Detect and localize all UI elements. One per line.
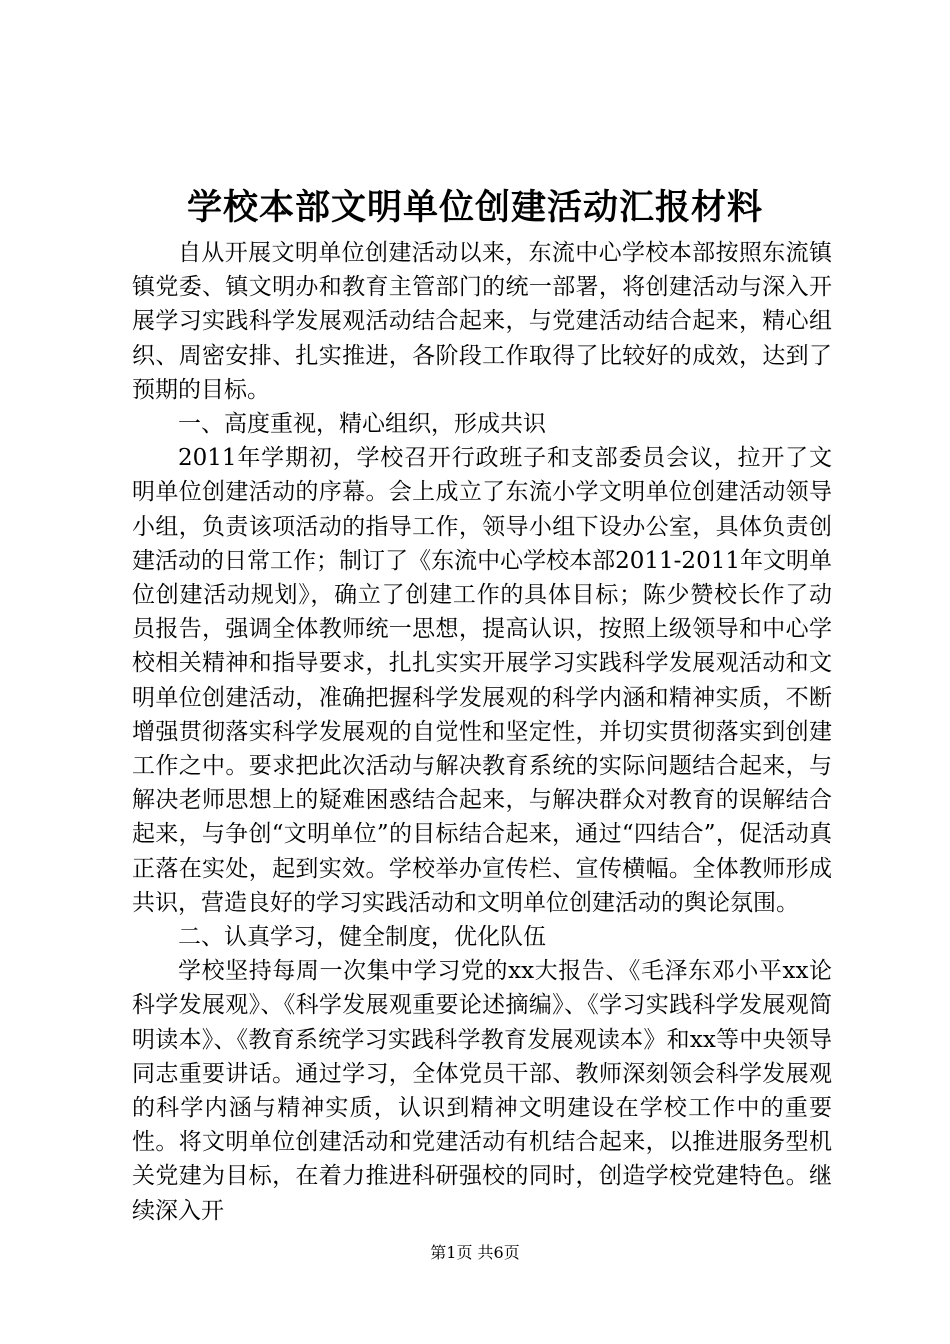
document-title: 学校本部文明单位创建活动汇报材料 <box>186 188 763 228</box>
section-heading: 二、认真学习，健全制度，优化队伍 <box>178 924 546 951</box>
body-paragraph: 2011年学期初，学校召开行政班子和支部委员会议，拉开了文明单位创建活动的序幕。会上成立了东流小学文明单位创建活动领导小组，负责该项活动的指导工作，领导小组下设办公室，具体负责创建活动的日常工作；制订了《东流中心学校本部2011-2011年文明单位创建活动规划》，确立了创建工作的具体目标；陈少赞校长作了动员报告，强调全体教师统一思想，提高认识，按照上级领导和中心学校相关精神和指导要求，扎扎实实开展学习实践科学发展观活动和文明单位创建活动，准确把握科学发展观的科学内涵和精神实质，不断增强贯彻落实科学发展观的自觉性和坚定性，并切实贯彻落实到创建工作之中。要求把此次活动与解决教育系统的实际问题结合起来，与解决老师思想上的疑难困惑结合起来，与解决群众对教育的误解结合起来，与争创“文明单位”的目标结合起来，通过“四结合”，促活动真正落在实处，起到实效。学校举办宣传栏、宣传横幅。全体教师形成共识，营造良好的学习实践活动和文明单位创建活动的舆论氛围。 <box>132 445 832 916</box>
page-number-footer: 第1页 共6页 <box>430 1243 520 1262</box>
document-body <box>132 236 832 1228</box>
section-heading: 一、高度重视，精心组织，形成共识 <box>178 411 546 438</box>
intro-paragraph: 自从开展文明单位创建活动以来，东流中心学校本部按照东流镇镇党委、镇文明办和教育主管部门的统一部署，将创建活动与深入开展学习实践科学发展观活动结合起来，与党建活动结合起来，精心组织、周密安排、扎实推进，各阶段工作取得了比较好的成效，达到了预期的目标。 <box>132 240 832 403</box>
body-paragraph: 学校坚持每周一次集中学习党的xx大报告、《毛泽东邓小平xx论科学发展观》、《科学发展观重要论述摘编》、《学习实践科学发展观简明读本》、《教育系统学习实践科学教育发展观读本》和xx等中央领导同志重要讲话。通过学习，全体党员干部、教师深刻领会科学发展观的科学内涵与精神实质，认识到精神文明建设在学校工作中的重要性。将文明单位创建活动和党建活动有机结合起来，以推进服务型机关党建为目标，在着力推进科研强校的同时，创造学校党建特色。继续深入开 <box>132 958 832 1224</box>
